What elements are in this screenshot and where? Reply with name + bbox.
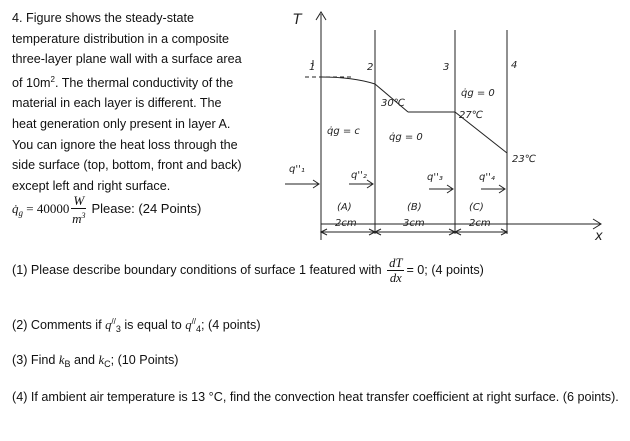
unit-fraction: $\frac{W}{m^3}$: [72, 193, 86, 226]
temp-label-23: 23℃: [512, 154, 536, 165]
problem-statement: [12, 8, 288, 196]
flux-label-left: q''₁: [289, 164, 305, 175]
problem-line-6: heat generation only present in layer A.: [12, 116, 231, 131]
problem-line-2: temperature distribution in a composite: [12, 31, 230, 46]
qg-label-c: q̇g = 0: [461, 88, 495, 99]
qg-label-b: q̇g = 0: [389, 132, 423, 143]
layer-label-a: (A): [337, 202, 352, 213]
surface-label-2: 2: [367, 62, 374, 73]
question-2: (2) Comments if $q^{//}_3$ is equal to $q^{//}_4$; (4 points): [12, 317, 261, 334]
surface-label-4: 4: [511, 60, 518, 71]
question-4: (4) If ambient air temperature is 13 °C, find the convection heat transfer coefficient at right surface. (6 points).: [12, 390, 619, 404]
flux-label-2: q''₂: [351, 170, 367, 181]
dtdx-fraction: $\frac{dT}{dx}$: [389, 256, 403, 285]
flux-label-4: q''₄: [479, 172, 495, 183]
layer-label-c: (C): [469, 202, 484, 213]
problem-line-4: of $10m^2$. The thermal conductivity of the: [12, 74, 234, 90]
problem-number: 4.: [12, 11, 23, 25]
temp-label-30: 30℃: [381, 98, 405, 109]
problem-line-7: You can ignore the heat loss through the: [12, 137, 238, 152]
composite-wall-diagram: [283, 0, 630, 250]
surface-label-1: 1: [309, 62, 316, 73]
question-3: (3) Find $k_B$ and $k_C$; (10 Points): [12, 353, 179, 369]
thickness-label-a: 2cm: [335, 218, 357, 229]
problem-line-5: material in each layer is different. The: [12, 96, 222, 111]
temp-label-27: 27℃: [459, 110, 483, 121]
layer-label-b: (B): [407, 202, 422, 213]
t-axis-label: T: [293, 12, 302, 28]
please-points: Please: (24 Points): [91, 200, 202, 216]
temp-profile-a: [321, 77, 375, 84]
surface-label-3: 3: [443, 62, 450, 73]
problem-line-8: side surface (top, bottom, front and back): [12, 158, 242, 173]
flux-label-3: q''₃: [427, 172, 443, 183]
qg-label-a: q̇g = c: [327, 126, 360, 137]
heat-generation-formula: $q̇_g = 40000$ $\frac{W}{m^3}$ Please: (24 Points): [12, 193, 202, 226]
problem-line-9: except left and right surface.: [12, 178, 171, 193]
thickness-label-c: 2cm: [469, 218, 491, 229]
problem-line-3: three-layer plane wall with a surface area: [12, 52, 242, 67]
thickness-label-b: 3cm: [403, 218, 425, 229]
question-1: (1) Please describe boundary conditions of surface 1 featured with $\frac{dT}{dx}$ = 0; (4 points): [12, 256, 484, 285]
problem-line-1: 4. Figure shows the steady-state: [12, 11, 195, 25]
x-axis-label: x: [595, 229, 603, 244]
